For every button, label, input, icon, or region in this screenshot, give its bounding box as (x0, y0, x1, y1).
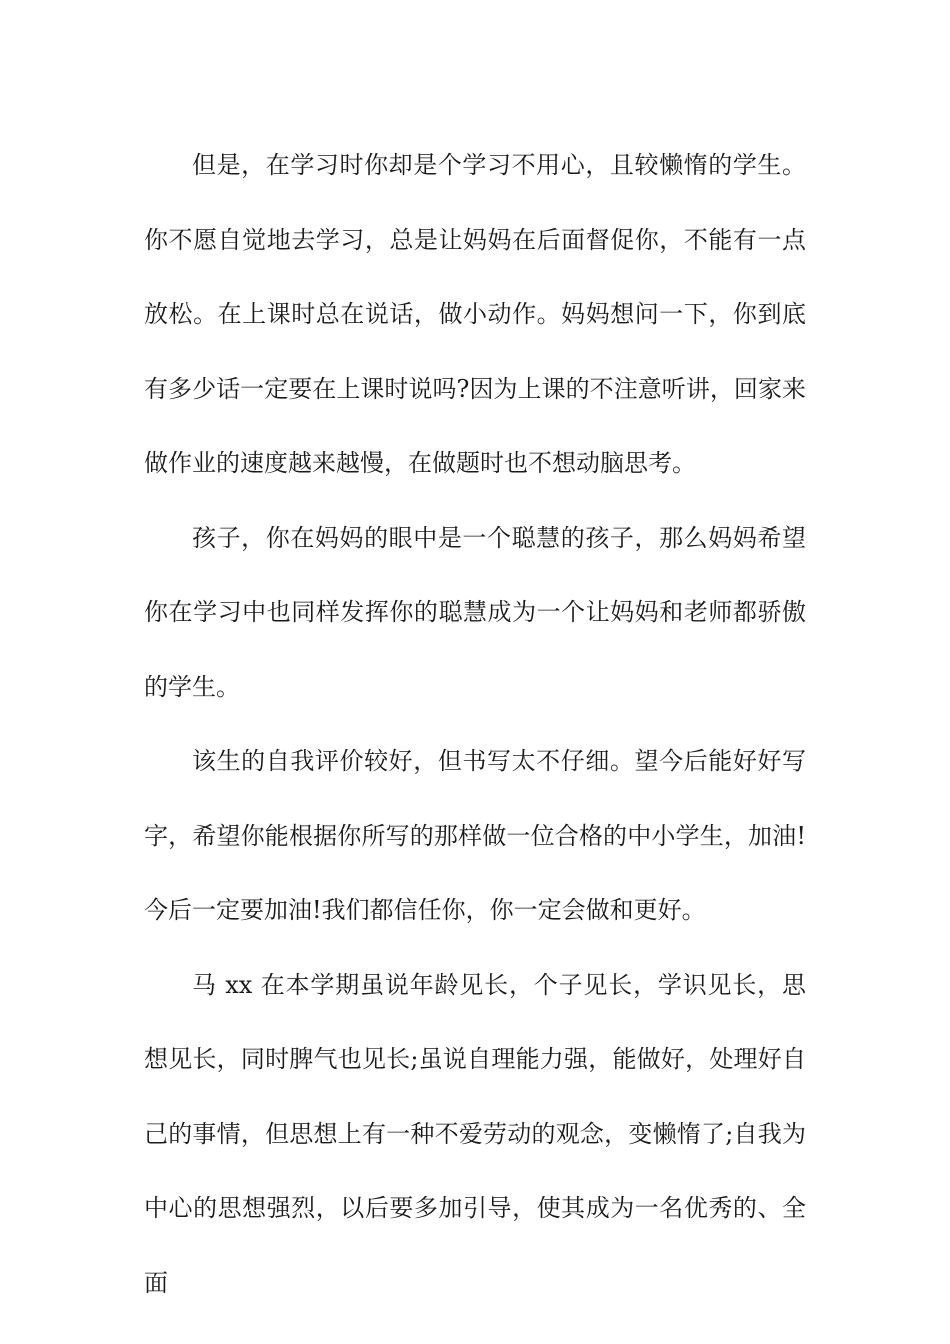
paragraph-3: 该生的自我评价较好，但书写太不仔细。望今后能好好写字，希望你能根据你所写的那样做一位合格的中小学生，加油!今后一定要加油!我们都信任你，你一定会做和更好。 (144, 747, 806, 924)
paragraph-2: 孩子，你在妈妈的眼中是一个聪慧的孩子，那么妈妈希望你在学习中也同样发挥你的聪慧成为一个让妈妈和老师都骄傲的学生。 (144, 523, 806, 701)
paragraph-1: 但是，在学习时你却是个学习不用心，且较懒惰的学生。你不愿自觉地去学习，总是让妈妈在后面督促你，不能有一点放松。在上课时总在说话，做小动作。妈妈想问一下，你到底有多少话一定要在上课时说吗?因为上课的不注意听讲，回家来做作业的速度越来越慢，在做题时也不想动脑思考。 (144, 151, 806, 477)
document-body (144, 128, 806, 1320)
paragraph-4: 马 xx 在本学期虽说年龄见长，个子见长，学识见长，思想见长，同时脾气也见长;虽说自理能力强，能做好，处理好自己的事情，但思想上有一种不爱劳动的观念，变懒惰了;自我为中心的思想强烈，以后要多加引导，使其成为一名优秀的、全面 (144, 970, 806, 1297)
